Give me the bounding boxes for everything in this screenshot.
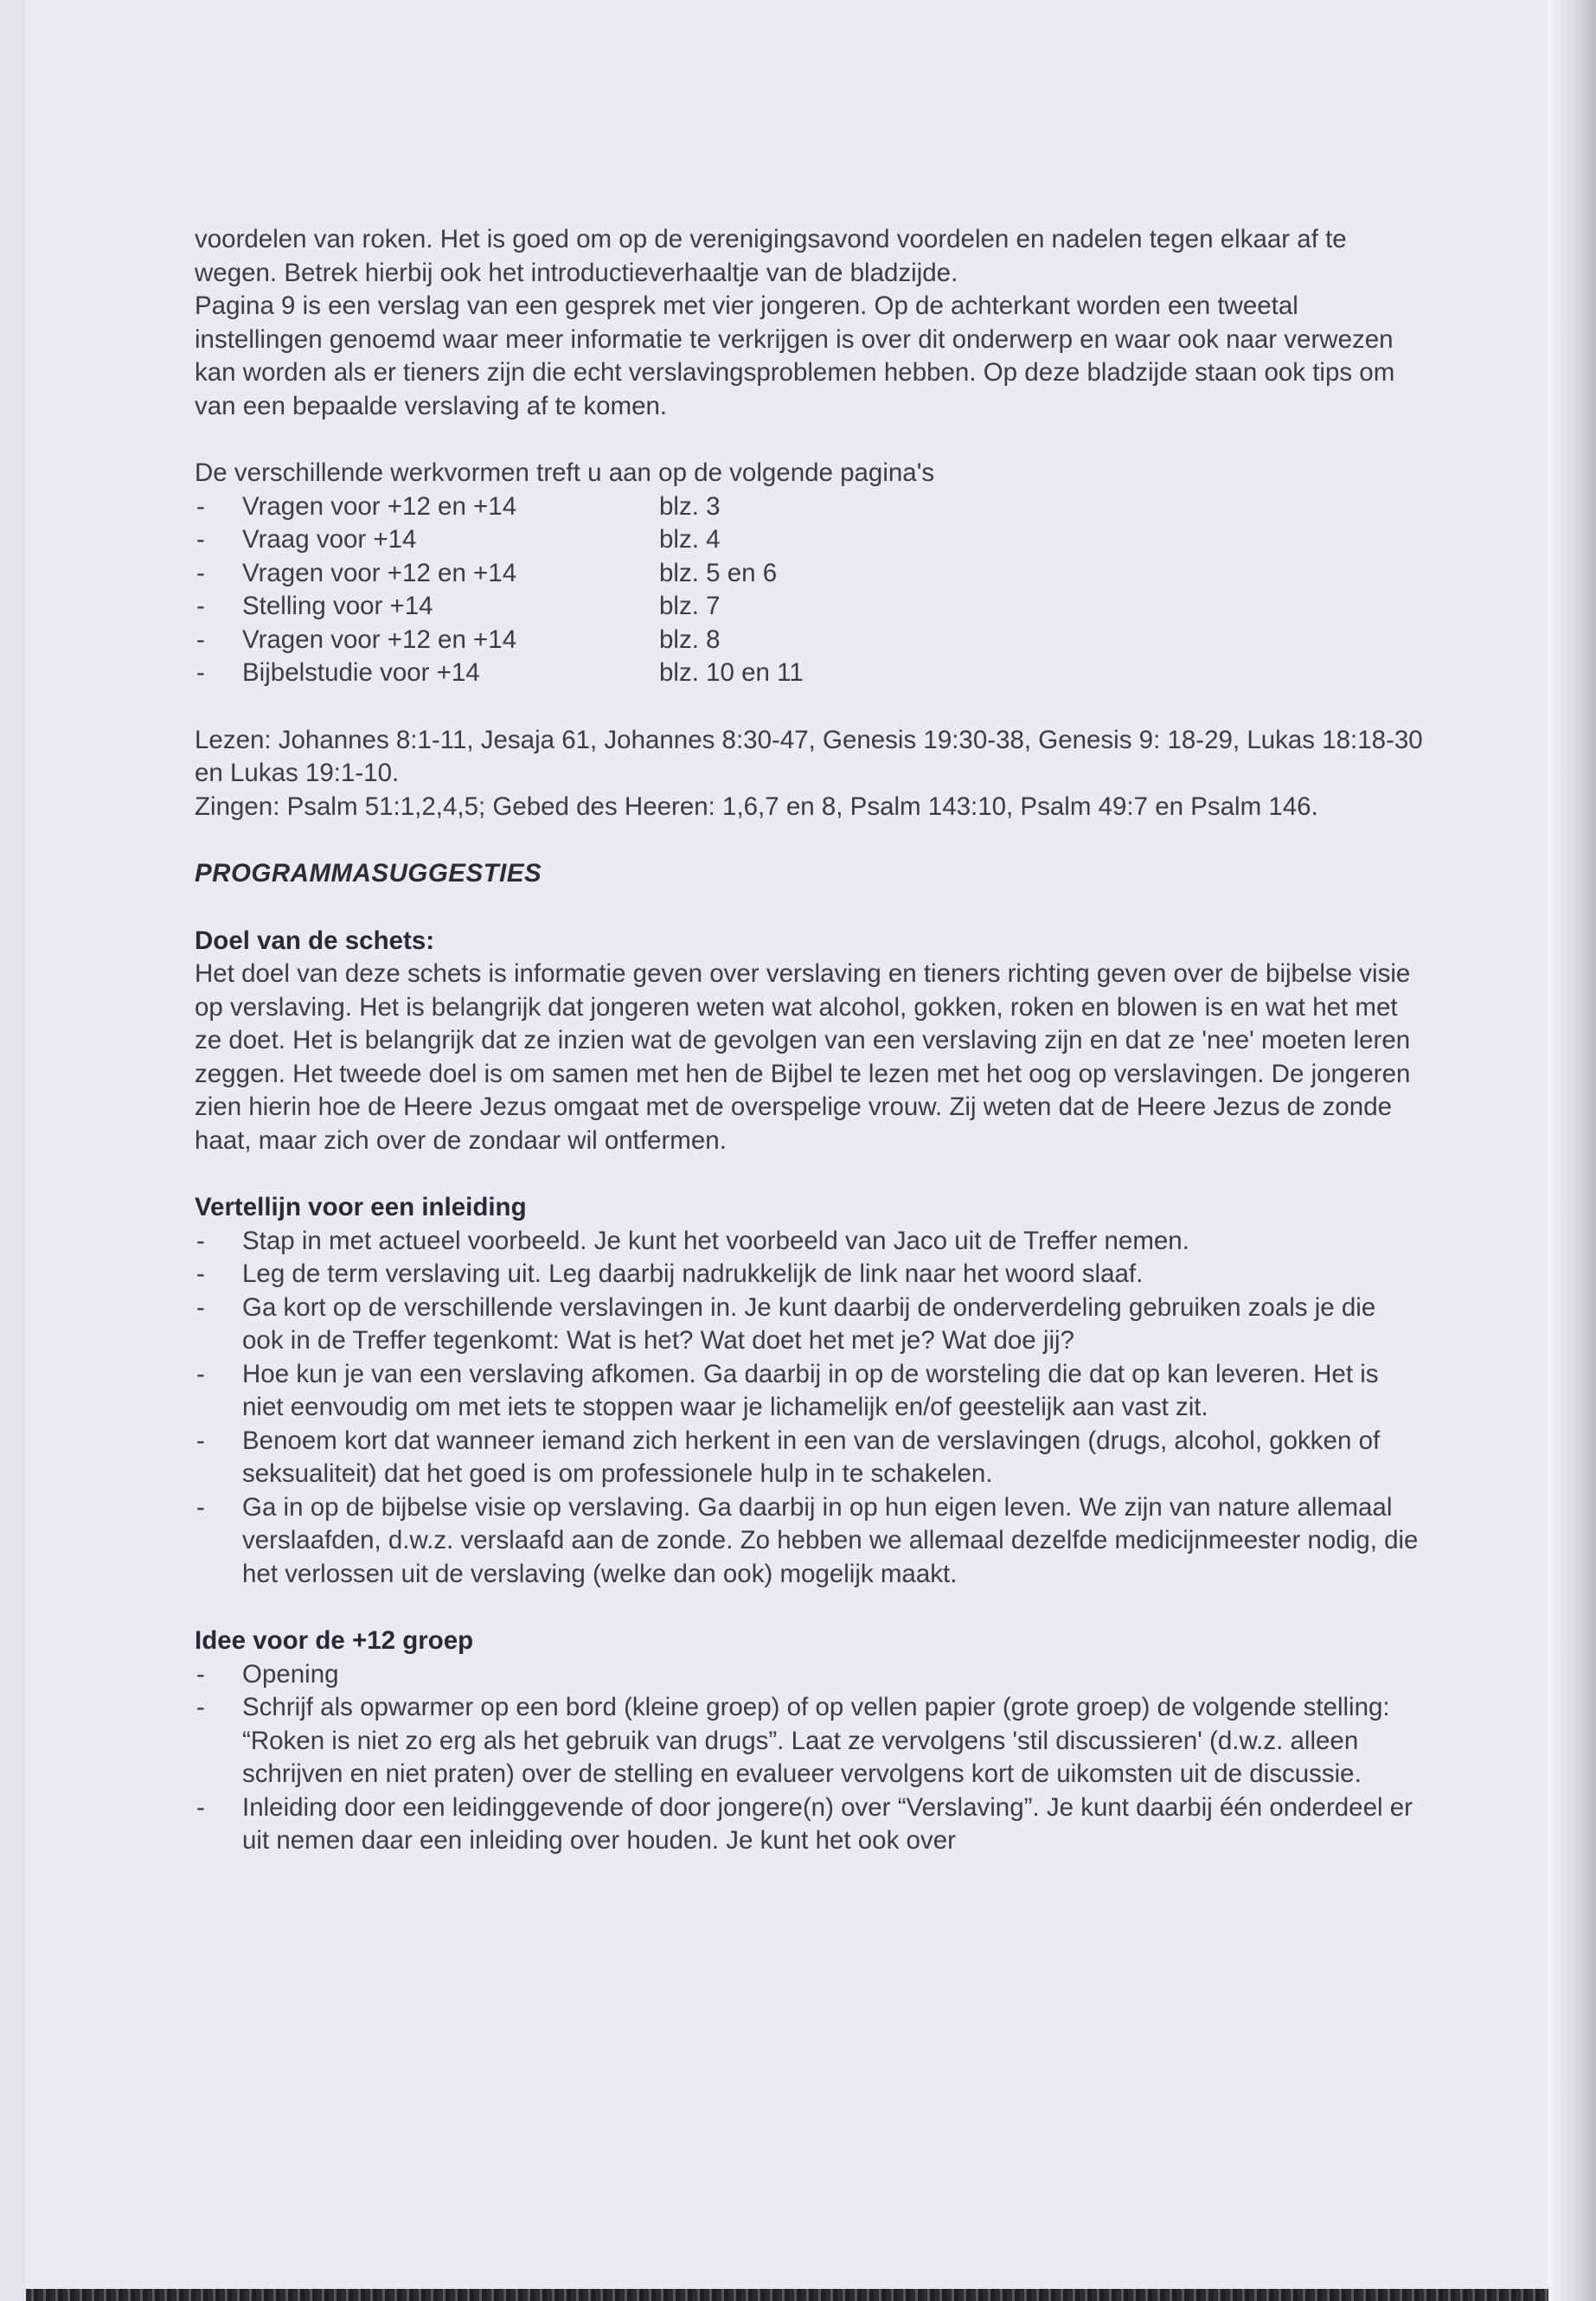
idee-list — [195, 1658, 1423, 1858]
vertellijn-heading: Vertellijn voor een inleiding — [195, 1193, 527, 1221]
section-title: PROGRAMMASUGGESTIES — [195, 859, 542, 888]
lezen-paragraph: Lezen: Johannes 8:1-11, Jesaja 61, Johannes 8:30-47, Genesis 19:30-38, Genesis 9: 18-29, Lukas 18:18-30 en Lukas 19:1-10. — [195, 725, 1423, 787]
page — [26, 0, 1548, 2291]
list-item: - Bijbelstudie voor +14 blz. 10 en 11 — [195, 657, 1423, 690]
list-item: - Schrijf als opwarmer op een bord (kleine groep) of op vellen papier (grote groep) de volgende stelling: “Roken is niet zo erg als het gebruik van drugs”. Laat ze vervolgens 'stil discussieren' (d.w.z. alleen schrijven en niet praten) over de stelling en evalueer vervolgens kort de uikomsten uit de discussie. — [195, 1691, 1423, 1791]
list-item: - Leg de term verslaving uit. Leg daarbij nadrukkelijk de link naar het woord slaaf. — [195, 1258, 1423, 1292]
list-item: - Stap in met actueel voorbeeld. Je kunt het voorbeeld van Jaco uit de Treffer nemen. — [195, 1225, 1423, 1259]
document-body — [195, 223, 1423, 1858]
zingen-paragraph: Zingen: Psalm 51:1,2,4,5; Gebed des Heeren: 1,6,7 en 8, Psalm 143:10, Psalm 49:7 en Psalm 146. — [195, 792, 1318, 821]
list-item: - Stelling voor +14 blz. 7 — [195, 590, 1423, 624]
list-item: - Vragen voor +12 en +14 blz. 3 — [195, 490, 1423, 524]
list-item: - Ga kort op de verschillende verslavingen in. Je kunt daarbij de onderverdeling gebruiken zoals je die ook in de Treffer tegenkomt: Wat is het? Wat doet het met je? Wat doe jij? — [195, 1292, 1423, 1358]
list-item: - Inleiding door een leidinggevende of door jongere(n) over “Verslaving”. Je kunt daarbij één onderdeel er uit nemen daar een inleiding over houden. Je kunt het ook over — [195, 1791, 1423, 1858]
list-item: - Opening — [195, 1658, 1423, 1692]
werkvormen-list — [195, 490, 1423, 690]
doel-heading: Doel van de schets: — [195, 926, 435, 955]
list-item: - Hoe kun je van een verslaving afkomen. Ga daarbij in op de worsteling die dat op kan leveren. Het is niet eenvoudig om met iets te stoppen waar je lichamelijk en/of geestelijk aan vast zit. — [195, 1358, 1423, 1425]
doel-body: Het doel van deze schets is informatie geven over verslaving en tieners richting geven over de bijbelse visie op verslaving. Het is belangrijk dat jongeren weten wat alcohol, gokken, roken en blowen is en wat het met ze doet. Het is belangrijk dat ze inzien wat de gevolgen van een verslaving zijn en dat ze 'nee' moeten leren zeggen. Het tweede doel is om samen met hen de Bijbel te lezen met het oog op verslavingen. De jongeren zien hierin hoe de Heere Jezus omgaat met de overspelige vrouw. Zij weten dat de Heere Jezus de zonde haat, maar zich over de zondaar wil ontfermen. — [195, 959, 1411, 1155]
intro-paragraph-2: Pagina 9 is een verslag van een gesprek met vier jongeren. Op de achterkant worden een tweetal instellingen genoemd waar meer informatie te verkrijgen is over dit onderwerp en waar ook naar verwezen kan worden als er tieners zijn die echt verslavingsproblemen hebben. Op deze bladzijde staan ook tips om van een bepaalde verslaving af te komen. — [195, 292, 1395, 420]
list-item: - Vragen voor +12 en +14 blz. 8 — [195, 624, 1423, 657]
vertellijn-list — [195, 1225, 1423, 1592]
intro-paragraph-1: voordelen van roken. Het is goed om op de verenigingsavond voordelen en nadelen tegen elkaar af te wegen. Betrek hierbij ook het introductieverhaaltje van de bladzijde. — [195, 225, 1347, 287]
idee-heading: Idee voor de +12 groep — [195, 1626, 474, 1655]
list-item: - Benoem kort dat wanneer iemand zich herkent in een van de verslavingen (drugs, alcohol, gokken of seksualiteit) dat het goed is om professionele hulp in te schakelen. — [195, 1425, 1423, 1491]
list-item: - Vragen voor +12 en +14 blz. 5 en 6 — [195, 557, 1423, 591]
page-edge-shadow — [1548, 0, 1596, 2301]
list-item: - Vraag voor +14 blz. 4 — [195, 523, 1423, 557]
list-item: - Ga in op de bijbelse visie op verslaving. Ga daarbij in op hun eigen leven. We zijn van nature allemaal verslaafden, d.w.z. verslaafd aan de zonde. Zo hebben we allemaal dezelfde medicijnmeester nodig, die het verlossen uit de verslaving (welke dan ook) mogelijk maakt. — [195, 1491, 1423, 1592]
werkvormen-intro: De verschillende werkvormen treft u aan op de volgende pagina's — [195, 458, 935, 487]
scan-bottom-edge — [26, 2289, 1548, 2301]
